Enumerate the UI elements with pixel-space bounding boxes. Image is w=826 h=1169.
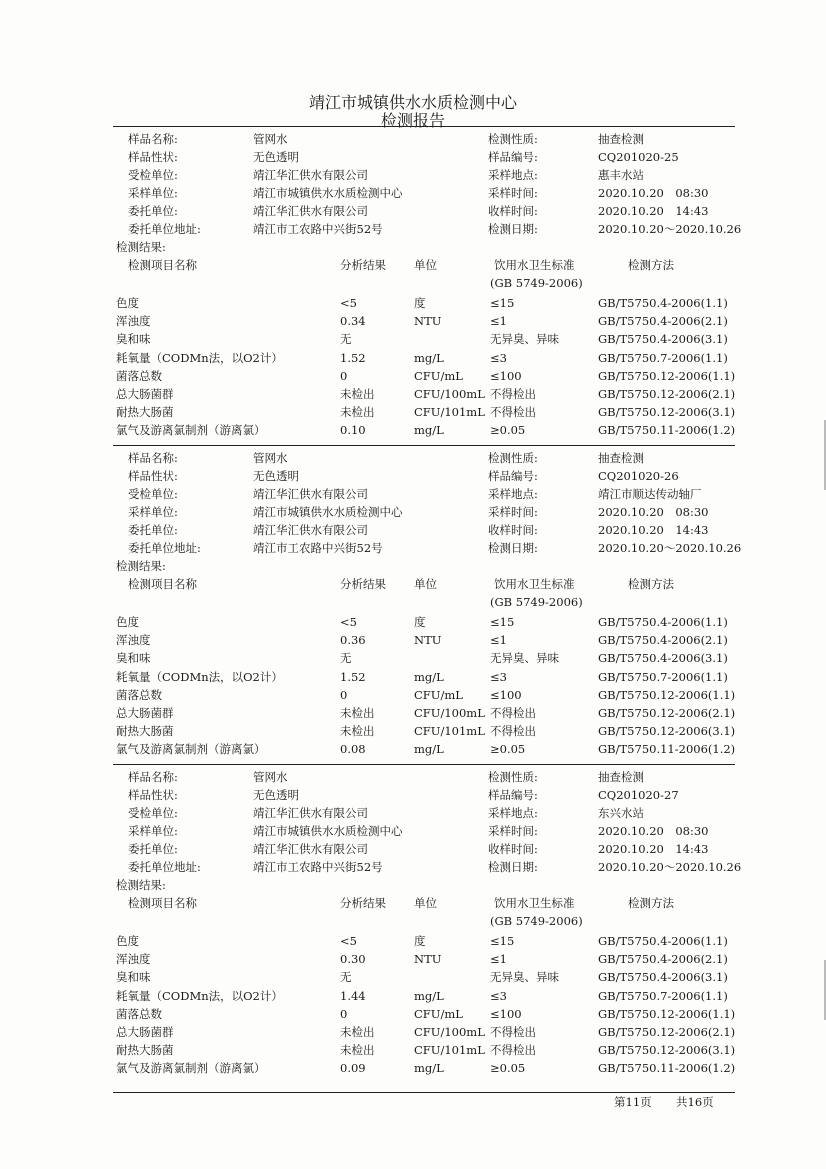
cell-unit: CFU/101mL: [414, 1043, 485, 1057]
label-receive-time: 收样时间:: [488, 842, 538, 856]
cell-unit: 度: [414, 615, 426, 629]
report-title: 检测报告: [380, 111, 445, 130]
cell-standard: 不得检出: [490, 387, 536, 401]
value-sample-name: 管网水: [253, 770, 288, 784]
value-test-date: 2020.10.20～2020.10.26: [598, 222, 742, 236]
cell-method: GB/T5750.12-2006(2.1): [598, 706, 736, 720]
cell-item: 色度: [116, 615, 139, 629]
label-sample-name: 样品名称:: [128, 451, 178, 465]
col-unit-header: 单位: [414, 258, 437, 272]
cell-result: 1.44: [340, 989, 366, 1003]
cell-method: GB/T5750.12-2006(2.1): [598, 387, 736, 401]
label-sample-name: 样品名称:: [128, 770, 178, 784]
bottom-rule: [113, 1092, 735, 1093]
label-results: 检测结果:: [116, 240, 166, 254]
cell-result: <5: [340, 934, 357, 948]
cell-unit: CFU/mL: [414, 1007, 463, 1021]
label-client: 委托单位:: [128, 842, 178, 856]
value-sample-no: CQ201020-25: [598, 150, 679, 164]
label-test-date: 检测日期:: [488, 860, 538, 874]
cell-standard: ≤15: [490, 934, 515, 948]
cell-result: 未检出: [340, 405, 375, 419]
cell-method: GB/T5750.12-2006(3.1): [598, 405, 736, 419]
value-client-addr: 靖江市工农路中兴街52号: [253, 860, 383, 874]
cell-standard: ≤100: [490, 369, 522, 383]
cell-method: GB/T5750.4-2006(2.1): [598, 952, 728, 966]
cell-method: GB/T5750.4-2006(1.1): [598, 296, 728, 310]
col-method-header: 检测方法: [628, 258, 674, 272]
cell-item: 氯气及游离氯制剂（游离氯）: [116, 1061, 266, 1075]
value-sample-name: 管网水: [253, 451, 288, 465]
col-unit-header: 单位: [414, 577, 437, 591]
cell-standard: ≤15: [490, 296, 515, 310]
label-client-addr: 委托单位地址:: [128, 222, 201, 236]
col-standard-header: 饮用水卫生标准: [494, 896, 575, 910]
col-standard-code: (GB 5749-2006): [490, 276, 583, 290]
value-inspected: 靖江华汇供水有限公司: [253, 806, 368, 820]
cell-item: 耗氧量（CODMn法，以O2计）: [116, 351, 283, 365]
label-client-addr: 委托单位地址:: [128, 541, 201, 555]
label-test-nature: 检测性质:: [488, 770, 538, 784]
value-test-nature: 抽查检测: [598, 451, 644, 465]
page-total: 共16页: [676, 1095, 714, 1109]
cell-standard: ≤1: [490, 314, 507, 328]
cell-standard: 不得检出: [490, 405, 536, 419]
cell-standard: ≤100: [490, 688, 522, 702]
cell-method: GB/T5750.4-2006(1.1): [598, 615, 728, 629]
label-sampling-unit: 采样单位:: [128, 824, 178, 838]
value-sample-no: CQ201020-27: [598, 788, 679, 802]
cell-standard: ≤1: [490, 952, 507, 966]
cell-standard: 无异臭、异味: [490, 970, 559, 984]
cell-result: <5: [340, 296, 357, 310]
label-sampling-time: 采样时间:: [488, 186, 538, 200]
cell-item: 菌落总数: [116, 369, 162, 383]
col-method-header: 检测方法: [628, 577, 674, 591]
value-sample-state: 无色透明: [253, 150, 299, 164]
cell-result: 0.09: [340, 1061, 366, 1075]
section-divider: [113, 445, 735, 446]
cell-method: GB/T5750.12-2006(1.1): [598, 1007, 736, 1021]
cell-result: 1.52: [340, 670, 366, 684]
cell-unit: NTU: [414, 633, 442, 647]
label-sampling-time: 采样时间:: [488, 824, 538, 838]
cell-standard: 不得检出: [490, 706, 536, 720]
cell-unit: CFU/mL: [414, 688, 463, 702]
col-unit-header: 单位: [414, 896, 437, 910]
cell-method: GB/T5750.12-2006(3.1): [598, 1043, 736, 1057]
cell-method: GB/T5750.4-2006(2.1): [598, 633, 728, 647]
cell-result: 0.30: [340, 952, 366, 966]
cell-standard: 不得检出: [490, 724, 536, 738]
value-sample-state: 无色透明: [253, 788, 299, 802]
cell-result: 0: [340, 688, 348, 702]
cell-method: GB/T5750.12-2006(3.1): [598, 724, 736, 738]
label-test-nature: 检测性质:: [488, 132, 538, 146]
label-results: 检测结果:: [116, 559, 166, 573]
col-standard-code: (GB 5749-2006): [490, 914, 583, 928]
cell-item: 浑浊度: [116, 952, 151, 966]
cell-method: GB/T5750.12-2006(1.1): [598, 369, 736, 383]
cell-standard: ≤3: [490, 989, 507, 1003]
cell-method: GB/T5750.7-2006(1.1): [598, 670, 728, 684]
label-sample-state: 样品性状:: [128, 150, 178, 164]
cell-unit: 度: [414, 934, 426, 948]
cell-standard: ≥0.05: [490, 1061, 526, 1075]
value-sampling-unit: 靖江市城镇供水水质检测中心: [253, 824, 403, 838]
value-test-nature: 抽查检测: [598, 132, 644, 146]
cell-item: 菌落总数: [116, 688, 162, 702]
cell-method: GB/T5750.12-2006(2.1): [598, 1025, 736, 1039]
cell-item: 总大肠菌群: [116, 387, 174, 401]
cell-unit: NTU: [414, 314, 442, 328]
cell-method: GB/T5750.4-2006(2.1): [598, 314, 728, 328]
cell-item: 耗氧量（CODMn法，以O2计）: [116, 989, 283, 1003]
value-client: 靖江华汇供水有限公司: [253, 523, 368, 537]
cell-result: 0: [340, 369, 348, 383]
cell-unit: CFU/mL: [414, 369, 463, 383]
col-result-header: 分析结果: [340, 577, 386, 591]
page-number: 第11页: [614, 1095, 652, 1109]
label-client: 委托单位:: [128, 204, 178, 218]
value-sample-no: CQ201020-26: [598, 469, 679, 483]
cell-method: GB/T5750.7-2006(1.1): [598, 351, 728, 365]
cell-result: 0.10: [340, 423, 366, 437]
col-result-header: 分析结果: [340, 258, 386, 272]
cell-method: GB/T5750.4-2006(3.1): [598, 970, 728, 984]
cell-standard: ≥0.05: [490, 423, 526, 437]
cell-result: 0.34: [340, 314, 366, 328]
col-standard-header: 饮用水卫生标准: [494, 577, 575, 591]
cell-item: 浑浊度: [116, 314, 151, 328]
cell-unit: NTU: [414, 952, 442, 966]
label-client-addr: 委托单位地址:: [128, 860, 201, 874]
col-standard-code: (GB 5749-2006): [490, 595, 583, 609]
cell-standard: ≤3: [490, 670, 507, 684]
cell-result: 无: [340, 332, 352, 346]
label-sampling-unit: 采样单位:: [128, 505, 178, 519]
cell-method: GB/T5750.11-2006(1.2): [598, 423, 736, 437]
label-receive-time: 收样时间:: [488, 523, 538, 537]
value-test-date: 2020.10.20～2020.10.26: [598, 541, 742, 555]
value-sampling-time: 2020.10.20 08:30: [598, 186, 709, 200]
label-sample-no: 样品编号:: [488, 150, 538, 164]
cell-standard: ≤100: [490, 1007, 522, 1021]
cell-method: GB/T5750.11-2006(1.2): [598, 1061, 736, 1075]
cell-result: 0.08: [340, 742, 366, 756]
cell-item: 耐热大肠菌: [116, 1043, 174, 1057]
cell-item: 耐热大肠菌: [116, 724, 174, 738]
cell-method: GB/T5750.11-2006(1.2): [598, 742, 736, 756]
value-inspected: 靖江华汇供水有限公司: [253, 487, 368, 501]
cell-result: 1.52: [340, 351, 366, 365]
label-sampling-site: 采样地点:: [488, 487, 538, 501]
cell-item: 耐热大肠菌: [116, 405, 174, 419]
cell-item: 臭和味: [116, 332, 151, 346]
cell-item: 氯气及游离氯制剂（游离氯）: [116, 423, 266, 437]
cell-method: GB/T5750.4-2006(3.1): [598, 651, 728, 665]
cell-item: 氯气及游离氯制剂（游离氯）: [116, 742, 266, 756]
col-method-header: 检测方法: [628, 896, 674, 910]
cell-result: 未检出: [340, 1043, 375, 1057]
label-sampling-site: 采样地点:: [488, 806, 538, 820]
cell-result: 无: [340, 651, 352, 665]
value-test-nature: 抽查检测: [598, 770, 644, 784]
cell-unit: mg/L: [414, 742, 444, 756]
value-sample-name: 管网水: [253, 132, 288, 146]
col-item-header: 检测项目名称: [128, 258, 197, 272]
cell-result: 未检出: [340, 724, 375, 738]
cell-standard: ≥0.05: [490, 742, 526, 756]
cell-method: GB/T5750.12-2006(1.1): [598, 688, 736, 702]
label-sampling-site: 采样地点:: [488, 168, 538, 182]
label-results: 检测结果:: [116, 878, 166, 892]
cell-unit: mg/L: [414, 989, 444, 1003]
cell-result: 未检出: [340, 1025, 375, 1039]
top-rule: [113, 126, 735, 127]
value-client: 靖江华汇供水有限公司: [253, 842, 368, 856]
cell-standard: 无异臭、异味: [490, 651, 559, 665]
value-receive-time: 2020.10.20 14:43: [598, 523, 709, 537]
value-receive-time: 2020.10.20 14:43: [598, 842, 709, 856]
value-sample-state: 无色透明: [253, 469, 299, 483]
org-title: 靖江市城镇供水水质检测中心: [308, 93, 517, 112]
col-item-header: 检测项目名称: [128, 577, 197, 591]
cell-method: GB/T5750.4-2006(3.1): [598, 332, 728, 346]
label-inspected: 受检单位:: [128, 487, 178, 501]
cell-result: 0.36: [340, 633, 366, 647]
value-sampling-time: 2020.10.20 08:30: [598, 824, 709, 838]
label-sampling-unit: 采样单位:: [128, 186, 178, 200]
label-test-date: 检测日期:: [488, 222, 538, 236]
label-sample-state: 样品性状:: [128, 788, 178, 802]
label-sample-name: 样品名称:: [128, 132, 178, 146]
label-sample-no: 样品编号:: [488, 788, 538, 802]
cell-result: 未检出: [340, 387, 375, 401]
cell-standard: 不得检出: [490, 1025, 536, 1039]
cell-unit: CFU/101mL: [414, 724, 485, 738]
value-sampling-unit: 靖江市城镇供水水质检测中心: [253, 186, 403, 200]
label-inspected: 受检单位:: [128, 168, 178, 182]
cell-item: 总大肠菌群: [116, 706, 174, 720]
cell-result: <5: [340, 615, 357, 629]
col-standard-header: 饮用水卫生标准: [494, 258, 575, 272]
cell-item: 色度: [116, 296, 139, 310]
cell-unit: CFU/100mL: [414, 387, 485, 401]
cell-result: 0: [340, 1007, 348, 1021]
cell-unit: mg/L: [414, 1061, 444, 1075]
cell-unit: mg/L: [414, 670, 444, 684]
cell-unit: CFU/100mL: [414, 706, 485, 720]
label-receive-time: 收样时间:: [488, 204, 538, 218]
cell-unit: mg/L: [414, 351, 444, 365]
cell-unit: CFU/101mL: [414, 405, 485, 419]
cell-standard: 无异臭、异味: [490, 332, 559, 346]
cell-item: 总大肠菌群: [116, 1025, 174, 1039]
label-inspected: 受检单位:: [128, 806, 178, 820]
cell-method: GB/T5750.7-2006(1.1): [598, 989, 728, 1003]
cell-standard: ≤1: [490, 633, 507, 647]
label-sampling-time: 采样时间:: [488, 505, 538, 519]
value-sampling-time: 2020.10.20 08:30: [598, 505, 709, 519]
cell-result: 未检出: [340, 706, 375, 720]
value-test-date: 2020.10.20～2020.10.26: [598, 860, 742, 874]
cell-unit: 度: [414, 296, 426, 310]
label-test-nature: 检测性质:: [488, 451, 538, 465]
value-client-addr: 靖江市工农路中兴街52号: [253, 222, 383, 236]
cell-item: 臭和味: [116, 970, 151, 984]
cell-item: 臭和味: [116, 651, 151, 665]
label-client: 委托单位:: [128, 523, 178, 537]
label-sample-no: 样品编号:: [488, 469, 538, 483]
cell-standard: ≤3: [490, 351, 507, 365]
value-sampling-site: 惠丰水站: [598, 168, 644, 182]
cell-method: GB/T5750.4-2006(1.1): [598, 934, 728, 948]
cell-item: 菌落总数: [116, 1007, 162, 1021]
value-inspected: 靖江华汇供水有限公司: [253, 168, 368, 182]
value-client-addr: 靖江市工农路中兴街52号: [253, 541, 383, 555]
cell-result: 无: [340, 970, 352, 984]
value-sampling-site: 东兴水站: [598, 806, 644, 820]
value-client: 靖江华汇供水有限公司: [253, 204, 368, 218]
label-sample-state: 样品性状:: [128, 469, 178, 483]
cell-item: 色度: [116, 934, 139, 948]
label-test-date: 检测日期:: [488, 541, 538, 555]
value-receive-time: 2020.10.20 14:43: [598, 204, 709, 218]
cell-standard: 不得检出: [490, 1043, 536, 1057]
cell-item: 浑浊度: [116, 633, 151, 647]
cell-unit: mg/L: [414, 423, 444, 437]
cell-unit: CFU/100mL: [414, 1025, 485, 1039]
section-divider: [113, 764, 735, 765]
cell-item: 耗氧量（CODMn法，以O2计）: [116, 670, 283, 684]
cell-standard: ≤15: [490, 615, 515, 629]
col-item-header: 检测项目名称: [128, 896, 197, 910]
col-result-header: 分析结果: [340, 896, 386, 910]
value-sampling-site: 靖江市顺达传动轴厂: [598, 487, 702, 501]
value-sampling-unit: 靖江市城镇供水水质检测中心: [253, 505, 403, 519]
